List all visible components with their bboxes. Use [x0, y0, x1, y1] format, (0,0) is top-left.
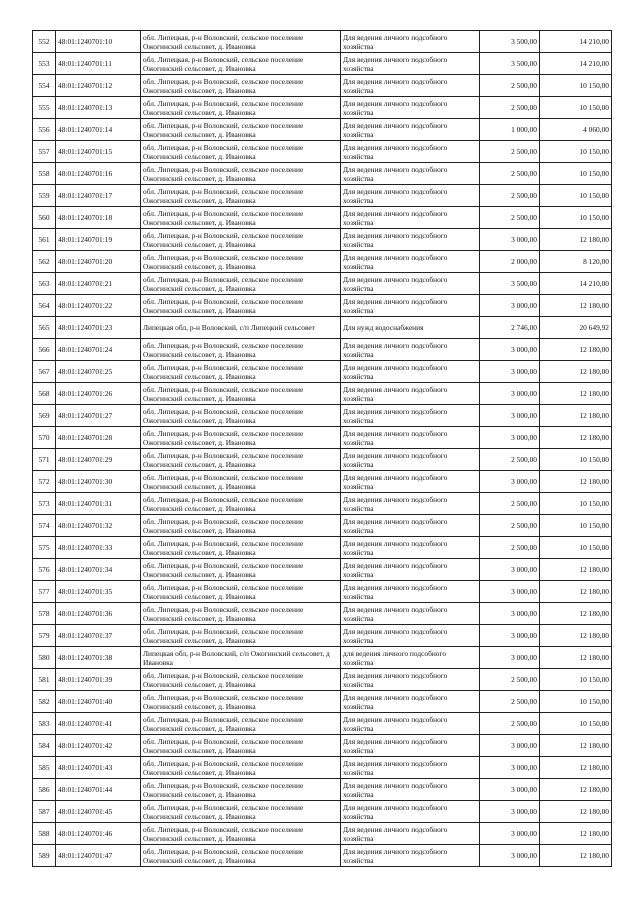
row-number: 574: [33, 515, 56, 537]
permitted-use: для ведения личного подсобного хозяйства: [341, 647, 480, 669]
address: обл. Липецкая, р-н Воловский, сельское поселение Ожогинский сельсовет, д. Ивановка: [141, 801, 341, 823]
row-number: 566: [33, 339, 56, 361]
table-row: [33, 383, 612, 405]
area-value: 3 000,00: [480, 339, 540, 361]
address: обл. Липецкая, р-н Воловский, сельское поселение Ожогинский сельсовет, д. Ивановка: [141, 713, 341, 735]
permitted-use: Для ведения личного подсобного хозяйства: [341, 515, 480, 537]
address: обл. Липецкая, р-н Воловский, сельское поселение Ожогинский сельсовет, д. Ивановка: [141, 757, 341, 779]
area-value: 3 000,00: [480, 361, 540, 383]
table-row: [33, 141, 612, 163]
permitted-use: Для ведения личного подсобного хозяйства: [341, 669, 480, 691]
cadastral-number: 48:01:1240701:47: [56, 845, 141, 867]
permitted-use: Для ведения личного подсобного хозяйства: [341, 823, 480, 845]
address: Липецкая обл, р-н Воловский, с/п Липецкий сельсовет: [141, 317, 341, 339]
permitted-use: Для ведения личного подсобного хозяйства: [341, 801, 480, 823]
permitted-use: Для ведения личного подсобного хозяйства: [341, 559, 480, 581]
row-number: 553: [33, 53, 56, 75]
table-row: [33, 801, 612, 823]
table-row: [33, 735, 612, 757]
address: обл. Липецкая, р-н Воловский, сельское поселение Ожогинский сельсовет, д. Ивановка: [141, 141, 341, 163]
table-row: [33, 53, 612, 75]
row-number: 586: [33, 779, 56, 801]
land-plots-table: [32, 30, 612, 867]
cadastral-number: 48:01:1240701:43: [56, 757, 141, 779]
row-number: 581: [33, 669, 56, 691]
area-value: 2 500,00: [480, 185, 540, 207]
cadastral-value: 12 180,00: [540, 757, 612, 779]
table-row: [33, 339, 612, 361]
table-row: [33, 515, 612, 537]
area-value: 2 746,00: [480, 317, 540, 339]
row-number: 588: [33, 823, 56, 845]
cadastral-number: 48:01:1240701:15: [56, 141, 141, 163]
permitted-use: Для ведения личного подсобного хозяйства: [341, 31, 480, 53]
row-number: 577: [33, 581, 56, 603]
area-value: 3 000,00: [480, 471, 540, 493]
table-row: [33, 97, 612, 119]
cadastral-value: 10 150,00: [540, 97, 612, 119]
cadastral-value: 12 180,00: [540, 361, 612, 383]
table-row: [33, 207, 612, 229]
area-value: 2 500,00: [480, 141, 540, 163]
cadastral-number: 48:01:1240701:39: [56, 669, 141, 691]
permitted-use: Для ведения личного подсобного хозяйства: [341, 449, 480, 471]
cadastral-number: 48:01:1240701:45: [56, 801, 141, 823]
table-row: [33, 757, 612, 779]
cadastral-value: 12 180,00: [540, 603, 612, 625]
cadastral-number: 48:01:1240701:22: [56, 295, 141, 317]
table-row: [33, 493, 612, 515]
area-value: 3 000,00: [480, 559, 540, 581]
area-value: 2 500,00: [480, 449, 540, 471]
address: обл. Липецкая, р-н Воловский, сельское поселение Ожогинский сельсовет, д. Ивановка: [141, 581, 341, 603]
cadastral-number: 48:01:1240701:14: [56, 119, 141, 141]
address: обл. Липецкая, р-н Воловский, сельское поселение Ожогинский сельсовет, д. Ивановка: [141, 97, 341, 119]
cadastral-number: 48:01:1240701:10: [56, 31, 141, 53]
area-value: 2 500,00: [480, 97, 540, 119]
address: обл. Липецкая, р-н Воловский, сельское поселение Ожогинский сельсовет, д. Ивановка: [141, 251, 341, 273]
address: обл. Липецкая, р-н Воловский, сельское поселение Ожогинский сельсовет, д. Ивановка: [141, 405, 341, 427]
address: обл. Липецкая, р-н Воловский, сельское поселение Ожогинский сельсовет, д. Ивановка: [141, 53, 341, 75]
permitted-use: Для ведения личного подсобного хозяйства: [341, 97, 480, 119]
cadastral-value: 10 150,00: [540, 449, 612, 471]
row-number: 583: [33, 713, 56, 735]
area-value: 3 500,00: [480, 53, 540, 75]
row-number: 579: [33, 625, 56, 647]
row-number: 576: [33, 559, 56, 581]
cadastral-number: 48:01:1240701:20: [56, 251, 141, 273]
area-value: 3 000,00: [480, 801, 540, 823]
table-row: [33, 669, 612, 691]
cadastral-value: 12 180,00: [540, 779, 612, 801]
area-value: 1 000,00: [480, 119, 540, 141]
permitted-use: Для нужд водоснабжения: [341, 317, 480, 339]
row-number: 563: [33, 273, 56, 295]
area-value: 2 500,00: [480, 207, 540, 229]
cadastral-value: 14 210,00: [540, 273, 612, 295]
permitted-use: Для ведения личного подсобного хозяйства: [341, 361, 480, 383]
address: обл. Липецкая, р-н Воловский, сельское поселение Ожогинский сельсовет, д. Ивановка: [141, 449, 341, 471]
address: обл. Липецкая, р-н Воловский, сельское поселение Ожогинский сельсовет, д. Ивановка: [141, 383, 341, 405]
permitted-use: Для ведения личного подсобного хозяйства: [341, 493, 480, 515]
cadastral-value: 10 150,00: [540, 141, 612, 163]
area-value: 3 000,00: [480, 603, 540, 625]
cadastral-number: 48:01:1240701:35: [56, 581, 141, 603]
row-number: 562: [33, 251, 56, 273]
table-row: [33, 603, 612, 625]
table-row: [33, 845, 612, 867]
cadastral-value: 12 180,00: [540, 735, 612, 757]
table-row: [33, 581, 612, 603]
permitted-use: Для ведения личного подсобного хозяйства: [341, 75, 480, 97]
area-value: 2 500,00: [480, 691, 540, 713]
cadastral-value: 12 180,00: [540, 801, 612, 823]
address: обл. Липецкая, р-н Воловский, сельское поселение Ожогинский сельсовет, д. Ивановка: [141, 207, 341, 229]
area-value: 2 500,00: [480, 75, 540, 97]
cadastral-value: 12 180,00: [540, 845, 612, 867]
row-number: 557: [33, 141, 56, 163]
area-value: 3 000,00: [480, 779, 540, 801]
cadastral-value: 12 180,00: [540, 559, 612, 581]
cadastral-value: 12 180,00: [540, 383, 612, 405]
table-row: [33, 559, 612, 581]
row-number: 582: [33, 691, 56, 713]
table-row: [33, 449, 612, 471]
cadastral-number: 48:01:1240701:33: [56, 537, 141, 559]
cadastral-value: 12 180,00: [540, 647, 612, 669]
row-number: 585: [33, 757, 56, 779]
row-number: 575: [33, 537, 56, 559]
cadastral-number: 48:01:1240701:26: [56, 383, 141, 405]
row-number: 569: [33, 405, 56, 427]
cadastral-value: 10 150,00: [540, 515, 612, 537]
cadastral-number: 48:01:1240701:23: [56, 317, 141, 339]
address: Липецкая обл, р-н Воловский, с/п Ожогинский сельсовет, д Ивановка: [141, 647, 341, 669]
area-value: 3 000,00: [480, 845, 540, 867]
cadastral-value: 14 210,00: [540, 31, 612, 53]
address: обл. Липецкая, р-н Воловский, сельское поселение Ожогинский сельсовет, д. Ивановка: [141, 625, 341, 647]
address: обл. Липецкая, р-н Воловский, сельское поселение Ожогинский сельсовет, д. Ивановка: [141, 493, 341, 515]
area-value: 2 500,00: [480, 669, 540, 691]
cadastral-number: 48:01:1240701:34: [56, 559, 141, 581]
cadastral-number: 48:01:1240701:19: [56, 229, 141, 251]
table-row: [33, 229, 612, 251]
permitted-use: Для ведения личного подсобного хозяйства: [341, 295, 480, 317]
cadastral-number: 48:01:1240701:32: [56, 515, 141, 537]
address: обл. Липецкая, р-н Воловский, сельское поселение Ожогинский сельсовет, д. Ивановка: [141, 427, 341, 449]
row-number: 573: [33, 493, 56, 515]
area-value: 2 000,00: [480, 251, 540, 273]
address: обл. Липецкая, р-н Воловский, сельское поселение Ожогинский сельсовет, д. Ивановка: [141, 537, 341, 559]
table-row: [33, 119, 612, 141]
table-row: [33, 405, 612, 427]
permitted-use: Для ведения личного подсобного хозяйства: [341, 185, 480, 207]
area-value: 3 000,00: [480, 229, 540, 251]
cadastral-value: 8 120,00: [540, 251, 612, 273]
permitted-use: Для ведения личного подсобного хозяйства: [341, 251, 480, 273]
address: обл. Липецкая, р-н Воловский, сельское поселение Ожогинский сельсовет, д. Ивановка: [141, 779, 341, 801]
area-value: 2 500,00: [480, 163, 540, 185]
cadastral-number: 48:01:1240701:37: [56, 625, 141, 647]
permitted-use: Для ведения личного подсобного хозяйства: [341, 757, 480, 779]
address: обл. Липецкая, р-н Воловский, сельское поселение Ожогинский сельсовет, д. Ивановка: [141, 31, 341, 53]
cadastral-value: 10 150,00: [540, 207, 612, 229]
area-value: 3 500,00: [480, 31, 540, 53]
address: обл. Липецкая, р-н Воловский, сельское поселение Ожогинский сельсовет, д. Ивановка: [141, 273, 341, 295]
table-row: [33, 317, 612, 339]
address: обл. Липецкая, р-н Воловский, сельское поселение Ожогинский сельсовет, д. Ивановка: [141, 691, 341, 713]
permitted-use: Для ведения личного подсобного хозяйства: [341, 207, 480, 229]
address: обл. Липецкая, р-н Воловский, сельское поселение Ожогинский сельсовет, д. Ивановка: [141, 339, 341, 361]
cadastral-number: 48:01:1240701:40: [56, 691, 141, 713]
permitted-use: Для ведения личного подсобного хозяйства: [341, 537, 480, 559]
cadastral-value: 12 180,00: [540, 625, 612, 647]
cadastral-number: 48:01:1240701:18: [56, 207, 141, 229]
document-page: [32, 30, 611, 867]
address: обл. Липецкая, р-н Воловский, сельское поселение Ожогинский сельсовет, д. Ивановка: [141, 603, 341, 625]
table-row: [33, 823, 612, 845]
cadastral-number: 48:01:1240701:25: [56, 361, 141, 383]
address: обл. Липецкая, р-н Воловский, сельское поселение Ожогинский сельсовет, д. Ивановка: [141, 295, 341, 317]
row-number: 564: [33, 295, 56, 317]
cadastral-number: 48:01:1240701:41: [56, 713, 141, 735]
permitted-use: Для ведения личного подсобного хозяйства: [341, 603, 480, 625]
row-number: 589: [33, 845, 56, 867]
table-row: [33, 361, 612, 383]
cadastral-number: 48:01:1240701:38: [56, 647, 141, 669]
cadastral-value: 10 150,00: [540, 669, 612, 691]
row-number: 587: [33, 801, 56, 823]
cadastral-value: 12 180,00: [540, 427, 612, 449]
area-value: 3 000,00: [480, 647, 540, 669]
table-body: [33, 31, 612, 867]
address: обл. Липецкая, р-н Воловский, сельское поселение Ожогинский сельсовет, д. Ивановка: [141, 361, 341, 383]
cadastral-value: 12 180,00: [540, 295, 612, 317]
permitted-use: Для ведения личного подсобного хозяйства: [341, 119, 480, 141]
row-number: 568: [33, 383, 56, 405]
permitted-use: Для ведения личного подсобного хозяйства: [341, 339, 480, 361]
address: обл. Липецкая, р-н Воловский, сельское поселение Ожогинский сельсовет, д. Ивановка: [141, 559, 341, 581]
row-number: 578: [33, 603, 56, 625]
cadastral-number: 48:01:1240701:36: [56, 603, 141, 625]
cadastral-number: 48:01:1240701:28: [56, 427, 141, 449]
row-number: 570: [33, 427, 56, 449]
row-number: 558: [33, 163, 56, 185]
permitted-use: Для ведения личного подсобного хозяйства: [341, 229, 480, 251]
permitted-use: Для ведения личного подсобного хозяйства: [341, 405, 480, 427]
row-number: 560: [33, 207, 56, 229]
table-row: [33, 251, 612, 273]
table-row: [33, 647, 612, 669]
row-number: 584: [33, 735, 56, 757]
table-row: [33, 427, 612, 449]
table-row: [33, 295, 612, 317]
table-row: [33, 713, 612, 735]
table-row: [33, 471, 612, 493]
area-value: 3 000,00: [480, 295, 540, 317]
cadastral-value: 12 180,00: [540, 405, 612, 427]
cadastral-value: 10 150,00: [540, 691, 612, 713]
address: обл. Липецкая, р-н Воловский, сельское поселение Ожогинский сельсовет, д. Ивановка: [141, 735, 341, 757]
cadastral-number: 48:01:1240701:44: [56, 779, 141, 801]
table-row: [33, 163, 612, 185]
area-value: 3 000,00: [480, 383, 540, 405]
row-number: 556: [33, 119, 56, 141]
cadastral-number: 48:01:1240701:46: [56, 823, 141, 845]
cadastral-value: 10 150,00: [540, 185, 612, 207]
cadastral-value: 10 150,00: [540, 493, 612, 515]
cadastral-value: 10 150,00: [540, 75, 612, 97]
cadastral-value: 4 060,00: [540, 119, 612, 141]
area-value: 3 500,00: [480, 273, 540, 295]
table-row: [33, 75, 612, 97]
table-row: [33, 537, 612, 559]
permitted-use: Для ведения личного подсобного хозяйства: [341, 471, 480, 493]
permitted-use: Для ведения личного подсобного хозяйства: [341, 779, 480, 801]
row-number: 567: [33, 361, 56, 383]
table-row: [33, 185, 612, 207]
cadastral-value: 12 180,00: [540, 339, 612, 361]
table-row: [33, 625, 612, 647]
area-value: 3 000,00: [480, 427, 540, 449]
cadastral-number: 48:01:1240701:13: [56, 97, 141, 119]
address: обл. Липецкая, р-н Воловский, сельское поселение Ожогинский сельсовет, д. Ивановка: [141, 75, 341, 97]
area-value: 3 000,00: [480, 405, 540, 427]
address: обл. Липецкая, р-н Воловский, сельское поселение Ожогинский сельсовет, д. Ивановка: [141, 669, 341, 691]
address: обл. Липецкая, р-н Воловский, сельское поселение Ожогинский сельсовет, д. Ивановка: [141, 185, 341, 207]
cadastral-number: 48:01:1240701:30: [56, 471, 141, 493]
cadastral-value: 10 150,00: [540, 163, 612, 185]
cadastral-value: 20 649,92: [540, 317, 612, 339]
address: обл. Липецкая, р-н Воловский, сельское поселение Ожогинский сельсовет, д. Ивановка: [141, 515, 341, 537]
address: обл. Липецкая, р-н Воловский, сельское поселение Ожогинский сельсовет, д. Ивановка: [141, 229, 341, 251]
permitted-use: Для ведения личного подсобного хозяйства: [341, 713, 480, 735]
address: обл. Липецкая, р-н Воловский, сельское поселение Ожогинский сельсовет, д. Ивановка: [141, 823, 341, 845]
cadastral-number: 48:01:1240701:11: [56, 53, 141, 75]
cadastral-number: 48:01:1240701:17: [56, 185, 141, 207]
area-value: 2 500,00: [480, 713, 540, 735]
area-value: 3 000,00: [480, 757, 540, 779]
cadastral-number: 48:01:1240701:12: [56, 75, 141, 97]
permitted-use: Для ведения личного подсобного хозяйства: [341, 735, 480, 757]
row-number: 554: [33, 75, 56, 97]
permitted-use: Для ведения личного подсобного хозяйства: [341, 427, 480, 449]
row-number: 580: [33, 647, 56, 669]
permitted-use: Для ведения личного подсобного хозяйства: [341, 273, 480, 295]
address: обл. Липецкая, р-н Воловский, сельское поселение Ожогинский сельсовет, д. Ивановка: [141, 163, 341, 185]
address: обл. Липецкая, р-н Воловский, сельское поселение Ожогинский сельсовет, д. Ивановка: [141, 845, 341, 867]
address: обл. Липецкая, р-н Воловский, сельское поселение Ожогинский сельсовет, д. Ивановка: [141, 119, 341, 141]
cadastral-value: 10 150,00: [540, 537, 612, 559]
row-number: 555: [33, 97, 56, 119]
row-number: 565: [33, 317, 56, 339]
cadastral-number: 48:01:1240701:24: [56, 339, 141, 361]
permitted-use: Для ведения личного подсобного хозяйства: [341, 625, 480, 647]
permitted-use: Для ведения личного подсобного хозяйства: [341, 163, 480, 185]
cadastral-value: 12 180,00: [540, 229, 612, 251]
row-number: 571: [33, 449, 56, 471]
permitted-use: Для ведения личного подсобного хозяйства: [341, 53, 480, 75]
cadastral-value: 14 210,00: [540, 53, 612, 75]
cadastral-number: 48:01:1240701:31: [56, 493, 141, 515]
address: обл. Липецкая, р-н Воловский, сельское поселение Ожогинский сельсовет, д. Ивановка: [141, 471, 341, 493]
area-value: 3 000,00: [480, 735, 540, 757]
area-value: 3 000,00: [480, 823, 540, 845]
cadastral-number: 48:01:1240701:29: [56, 449, 141, 471]
table-row: [33, 691, 612, 713]
area-value: 3 000,00: [480, 581, 540, 603]
row-number: 572: [33, 471, 56, 493]
cadastral-number: 48:01:1240701:42: [56, 735, 141, 757]
permitted-use: Для ведения личного подсобного хозяйства: [341, 141, 480, 163]
area-value: 2 500,00: [480, 537, 540, 559]
cadastral-number: 48:01:1240701:16: [56, 163, 141, 185]
cadastral-value: 12 180,00: [540, 581, 612, 603]
row-number: 552: [33, 31, 56, 53]
permitted-use: Для ведения личного подсобного хозяйства: [341, 383, 480, 405]
area-value: 2 500,00: [480, 493, 540, 515]
table-row: [33, 273, 612, 295]
cadastral-value: 12 180,00: [540, 471, 612, 493]
permitted-use: Для ведения личного подсобного хозяйства: [341, 581, 480, 603]
area-value: 3 000,00: [480, 625, 540, 647]
table-row: [33, 779, 612, 801]
permitted-use: Для ведения личного подсобного хозяйства: [341, 845, 480, 867]
permitted-use: Для ведения личного подсобного хозяйства: [341, 691, 480, 713]
area-value: 2 500,00: [480, 515, 540, 537]
cadastral-value: 12 180,00: [540, 823, 612, 845]
table-row: [33, 31, 612, 53]
cadastral-value: 10 150,00: [540, 713, 612, 735]
cadastral-number: 48:01:1240701:27: [56, 405, 141, 427]
row-number: 561: [33, 229, 56, 251]
cadastral-number: 48:01:1240701:21: [56, 273, 141, 295]
row-number: 559: [33, 185, 56, 207]
